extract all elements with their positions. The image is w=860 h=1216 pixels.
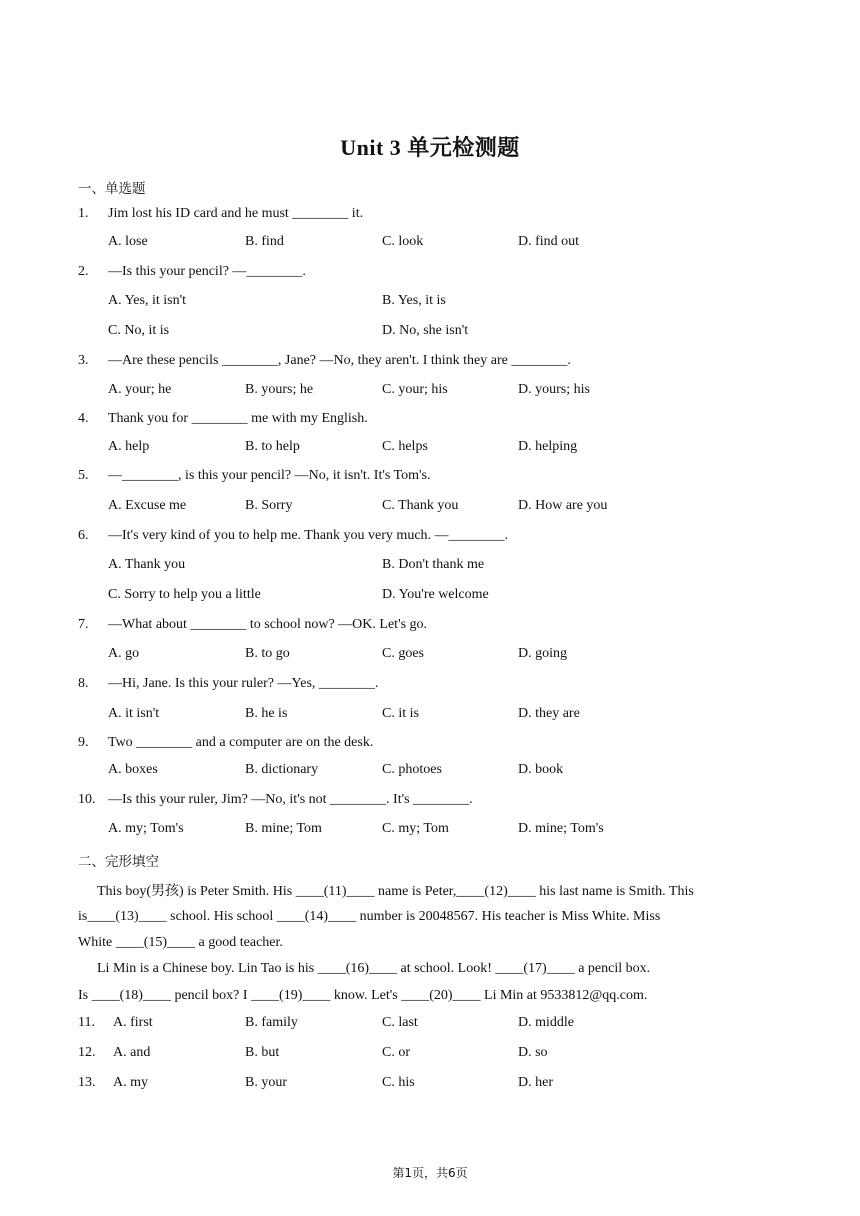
option-a[interactable]: A. first xyxy=(113,1015,153,1030)
question-number: 7. xyxy=(78,617,89,632)
option-d[interactable]: D. book xyxy=(518,762,564,777)
passage-text: This boy(男孩) is Peter Smith. His xyxy=(97,884,296,899)
question-number: 13. xyxy=(78,1075,96,1090)
option-d[interactable]: D. No, she isn't xyxy=(382,323,469,338)
cloze-blank: ____(15)____ xyxy=(115,935,196,950)
option-d[interactable]: D. How are you xyxy=(518,498,608,513)
option-d[interactable]: D. find out xyxy=(518,234,580,249)
cloze-blank: ____(14)____ xyxy=(276,909,357,924)
page-footer: 第1页，共6页 xyxy=(392,1166,468,1180)
question-stem: —Hi, Jane. Is this your ruler? —Yes, ________. xyxy=(108,676,379,691)
question-number: 11. xyxy=(78,1015,95,1030)
option-d[interactable]: D. mine; Tom's xyxy=(518,821,604,836)
option-b[interactable]: B. Yes, it is xyxy=(382,293,446,308)
option-d[interactable]: D. so xyxy=(518,1045,548,1060)
option-d[interactable]: D. going xyxy=(518,646,567,661)
question-stem: —Is this your ruler, Jim? —No, it's not ________. It's ________. xyxy=(108,792,473,807)
question-stem: Two ________ and a computer are on the desk. xyxy=(108,735,374,750)
option-c[interactable]: C. look xyxy=(382,234,424,249)
option-a[interactable]: A. Yes, it isn't xyxy=(108,293,186,308)
option-b[interactable]: B. mine; Tom xyxy=(245,821,322,836)
option-a[interactable]: A. my; Tom's xyxy=(108,821,184,836)
question-number: 4. xyxy=(78,411,89,426)
question-stem: —Is this your pencil? —________. xyxy=(108,264,306,279)
question-stem: —________, is this your pencil? —No, it isn't. It's Tom's. xyxy=(108,468,431,483)
option-c[interactable]: C. it is xyxy=(382,706,419,721)
option-d[interactable]: D. middle xyxy=(518,1015,574,1030)
passage-text: know. Let's xyxy=(330,988,402,1003)
option-a[interactable]: A. go xyxy=(108,646,140,661)
question-number: 12. xyxy=(78,1045,96,1060)
option-c[interactable]: C. or xyxy=(382,1045,410,1060)
option-a[interactable]: A. Thank you xyxy=(108,557,186,572)
option-a[interactable]: A. it isn't xyxy=(108,706,160,721)
option-a[interactable]: A. lose xyxy=(108,234,148,249)
option-c[interactable]: C. Thank you xyxy=(382,498,459,513)
option-c[interactable]: C. last xyxy=(382,1015,418,1030)
question-stem: —What about ________ to school now? —OK. Let's go. xyxy=(108,617,428,632)
passage-line xyxy=(78,909,660,925)
option-c[interactable]: C. No, it is xyxy=(108,323,170,338)
section-heading-single-choice: 一、单选题 xyxy=(78,181,146,197)
question-number: 3. xyxy=(78,353,89,368)
question-stem: —Are these pencils ________, Jane? —No, they aren't. I think they are ________. xyxy=(108,353,571,368)
option-c[interactable]: C. your; his xyxy=(382,382,448,397)
option-b[interactable]: B. to go xyxy=(245,646,290,661)
cloze-blank: ____(17)____ xyxy=(495,961,575,976)
option-b[interactable]: B. but xyxy=(245,1045,280,1060)
option-b[interactable]: B. your xyxy=(245,1075,287,1090)
option-b[interactable]: B. Don't thank me xyxy=(382,557,485,572)
question-number: 10. xyxy=(78,792,96,807)
question-number: 5. xyxy=(78,468,89,483)
question-number: 9. xyxy=(78,735,89,750)
option-b[interactable]: B. Sorry xyxy=(245,498,293,513)
question-number: 6. xyxy=(78,528,89,543)
option-d[interactable]: D. her xyxy=(518,1075,553,1090)
passage-text: number is 20048567. His teacher is Miss White. Miss xyxy=(356,909,661,924)
passage-text: a good teacher. xyxy=(195,935,283,950)
passage-text: Li Min at 9533812@qq.com. xyxy=(480,988,648,1003)
cloze-blank: ____(11)____ xyxy=(295,884,375,899)
cloze-blank: ____(13)____ xyxy=(87,909,167,924)
option-a[interactable]: A. boxes xyxy=(108,762,158,777)
cloze-blank: ____(16)____ xyxy=(317,961,398,976)
cloze-blank: ____(18)____ xyxy=(91,988,171,1003)
question-stem: —It's very kind of you to help me. Thank you very much. —________. xyxy=(108,528,509,543)
option-a[interactable]: A. Excuse me xyxy=(108,498,187,513)
option-a[interactable]: A. and xyxy=(113,1045,151,1060)
option-c[interactable]: C. my; Tom xyxy=(382,821,449,836)
option-c[interactable]: C. goes xyxy=(382,646,424,661)
passage-text: name is Peter, xyxy=(374,884,457,899)
passage-text: Is xyxy=(78,988,92,1003)
option-b[interactable]: B. family xyxy=(245,1015,298,1030)
passage-line xyxy=(97,961,650,977)
option-d[interactable]: D. You're welcome xyxy=(382,587,489,602)
cloze-blank: ____(19)____ xyxy=(251,988,331,1003)
option-d[interactable]: D. yours; his xyxy=(518,382,590,397)
option-c[interactable]: C. Sorry to help you a little xyxy=(108,587,261,602)
option-c[interactable]: C. photoes xyxy=(382,762,442,777)
passage-text: school. His school xyxy=(166,909,277,924)
option-b[interactable]: B. dictionary xyxy=(245,762,319,777)
question-number: 2. xyxy=(78,264,89,279)
question-number: 8. xyxy=(78,676,89,691)
option-b[interactable]: B. he is xyxy=(245,706,288,721)
passage-text: a pencil box. xyxy=(574,961,651,976)
option-d[interactable]: D. helping xyxy=(518,439,578,454)
option-c[interactable]: C. his xyxy=(382,1075,415,1090)
option-d[interactable]: D. they are xyxy=(518,706,580,721)
passage-line xyxy=(97,880,694,900)
passage-text: White xyxy=(78,935,116,950)
cloze-blank: ____(20)____ xyxy=(401,988,481,1003)
question-number: 1. xyxy=(78,206,89,221)
option-b[interactable]: B. yours; he xyxy=(245,382,314,397)
page-title: Unit 3 单元检测题 xyxy=(340,135,520,160)
section-heading-cloze: 二、完形填空 xyxy=(78,854,159,870)
passage-text: pencil box? I xyxy=(170,988,252,1003)
passage-text: at school. Look! xyxy=(397,961,496,976)
passage-text: his last name is Smith. This xyxy=(535,884,694,899)
option-a[interactable]: A. your; he xyxy=(108,382,172,397)
option-b[interactable]: B. find xyxy=(245,234,284,249)
question-stem: Jim lost his ID card and he must ________ it. xyxy=(108,206,364,221)
cloze-blank: ____(12)____ xyxy=(456,884,536,899)
passage-text: is xyxy=(78,909,88,924)
option-b[interactable]: B. to help xyxy=(245,439,300,454)
option-a[interactable]: A. help xyxy=(108,439,150,454)
passage-line xyxy=(78,988,647,1004)
option-c[interactable]: C. helps xyxy=(382,439,428,454)
question-stem: Thank you for ________ me with my English. xyxy=(108,411,368,426)
passage-text: Li Min is a Chinese boy. Lin Tao is his xyxy=(97,961,318,976)
passage-line xyxy=(78,935,283,951)
option-a[interactable]: A. my xyxy=(113,1075,148,1090)
